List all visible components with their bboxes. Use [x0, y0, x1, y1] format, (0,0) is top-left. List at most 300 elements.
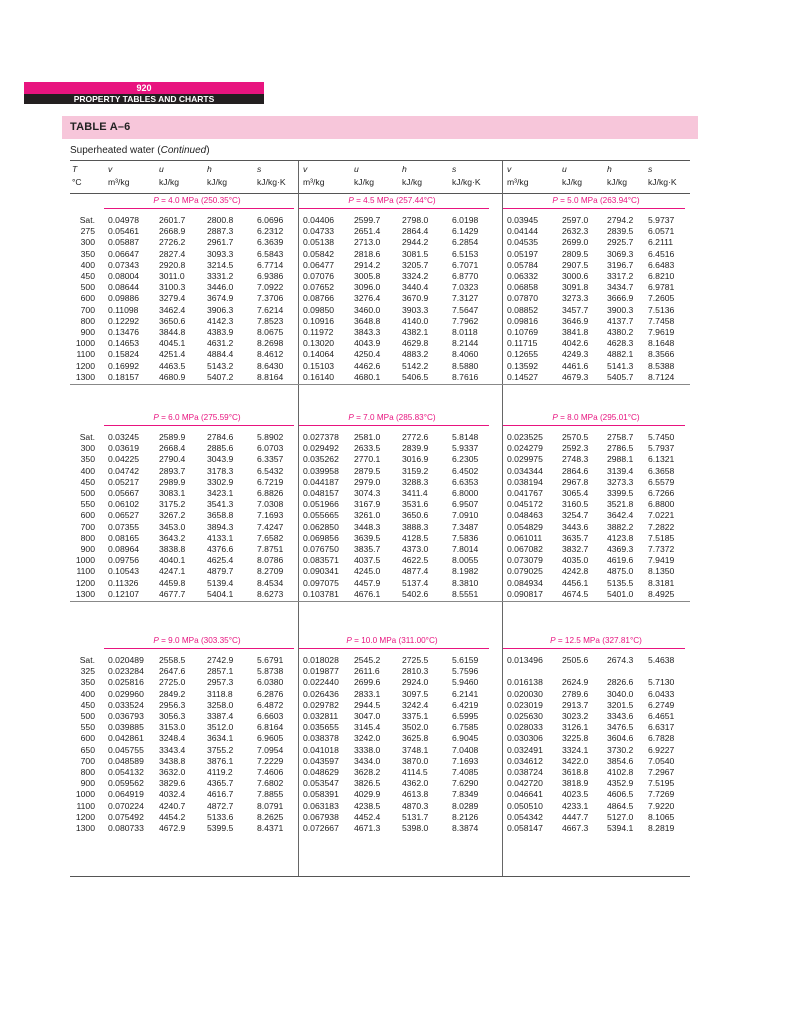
table-cell: 5.8902	[257, 432, 284, 442]
table-cell: 4884.4	[207, 349, 234, 360]
table-cell: 4142.3	[207, 315, 234, 326]
table-cell: 4043.9	[354, 338, 381, 349]
table-cell: 0.054829	[507, 521, 543, 532]
table-cell: 6.2854	[452, 237, 479, 248]
table-cell: 7.1693	[257, 510, 284, 521]
table-cell: 7.1693	[452, 755, 479, 766]
table-cell: 3650.6	[402, 510, 429, 521]
table-cell: 0.026436	[303, 688, 339, 699]
table-cell: 3476.5	[607, 722, 634, 733]
table-cell: 0.020030	[507, 688, 543, 699]
table-cell: 5.6791	[257, 655, 284, 665]
table-cell: 3093.3	[207, 248, 234, 259]
table-cell: 0.013496	[507, 655, 543, 665]
table-cell: 2979.0	[354, 476, 381, 487]
table-cell: 0.13476	[108, 327, 140, 337]
table-cell: 4870.3	[402, 800, 429, 811]
col-header-temperature: T °C	[72, 164, 82, 187]
table-cell: 4042.6	[562, 338, 589, 349]
table-cell: 4238.5	[354, 800, 381, 811]
table-cell: 3838.8	[159, 544, 186, 554]
table-cell: 2849.2	[159, 688, 186, 699]
pressure-block-title	[297, 413, 487, 422]
table-cell: 7.8751	[257, 544, 284, 554]
row-temperature: 400	[80, 688, 95, 699]
col-symbol-u: u	[562, 164, 567, 174]
table-cell: 3242.0	[354, 733, 381, 744]
table-cell: 0.079025	[507, 566, 543, 577]
col-unit-s: kJ/kg·K	[257, 177, 286, 187]
table-cell: 6.9507	[452, 499, 479, 510]
table-cell: 3635.7	[562, 532, 589, 543]
table-cell: 0.042720	[507, 778, 543, 789]
table-cell: 6.2876	[257, 688, 284, 699]
table-cell: 3882.2	[607, 521, 634, 532]
table-cell: 8.1350	[648, 566, 675, 577]
table-cell: 3639.5	[354, 532, 381, 543]
table-cell: 3343.4	[159, 744, 186, 755]
table-cell: 5142.2	[402, 360, 429, 371]
table-cell: 6.5153	[452, 248, 479, 259]
pressure-block-rule	[299, 648, 489, 649]
block-divider-2	[502, 161, 503, 877]
table-cell: 3541.3	[207, 499, 234, 510]
col-unit-s: kJ/kg·K	[648, 177, 677, 187]
table-cell: 2887.3	[207, 226, 234, 237]
pressure-symbol: P	[348, 196, 354, 205]
table-cell: 0.11715	[507, 338, 538, 349]
table-cell: 4040.1	[159, 555, 186, 566]
table-cell: 4676.1	[354, 588, 381, 599]
table-cell: 2748.3	[562, 454, 589, 465]
table-cell: 0.054342	[507, 811, 543, 822]
row-temperature: Sat.	[79, 432, 95, 442]
table-cell: 0.072667	[303, 823, 339, 833]
table-cell: 2647.6	[159, 666, 186, 677]
table-cell: 0.05887	[108, 237, 140, 248]
table-cell: 3023.2	[562, 711, 589, 721]
table-cell: 0.033524	[108, 699, 144, 710]
table-cell: 2907.5	[562, 259, 589, 270]
table-cell: 3273.3	[562, 293, 589, 304]
table-cell: 6.7585	[452, 722, 479, 733]
table-cell: 8.6430	[257, 360, 284, 371]
table-cell: 0.13592	[507, 360, 539, 371]
section-divider-rule	[70, 601, 690, 602]
table-cell: 0.05784	[507, 259, 539, 270]
table-cell: 3903.3	[402, 304, 429, 315]
table-cell: 4457.9	[354, 577, 381, 588]
table-cell: 2633.5	[354, 443, 381, 454]
table-cell: 0.04978	[108, 215, 140, 225]
table-cell: 8.1648	[648, 338, 675, 349]
table-cell: 2879.5	[354, 465, 381, 476]
table-cell: 4119.2	[207, 767, 233, 777]
table-cell: 3273.3	[607, 476, 634, 487]
table-cell: 0.06332	[507, 271, 539, 281]
table-cell: 7.5647	[452, 304, 479, 315]
table-cell: 0.034612	[507, 755, 543, 766]
table-cell: 0.038378	[303, 733, 339, 744]
table-cell: 3338.0	[354, 744, 381, 755]
row-temperature: Sat.	[79, 655, 95, 665]
table-cell: 5.9460	[452, 677, 479, 688]
table-cell: 4362.0	[402, 778, 429, 789]
table-cell: 7.0922	[257, 282, 284, 293]
col-header-s	[452, 163, 481, 189]
table-cell: 3730.2	[607, 744, 634, 755]
table-cell: 3160.5	[562, 499, 589, 510]
table-cell: 0.04144	[507, 226, 539, 237]
table-cell: 0.11972	[303, 327, 334, 337]
table-cell: 6.9605	[257, 733, 284, 744]
table-cell: 0.044187	[303, 476, 339, 487]
table-cell: 3145.4	[354, 722, 381, 733]
table-cell: 4242.8	[562, 566, 589, 577]
table-cell: 6.6353	[452, 476, 479, 487]
pressure-value: = 4.5 MPa (257.44°C)	[353, 196, 436, 205]
table-cell: 0.11098	[108, 304, 139, 315]
table-cell: 3460.0	[354, 304, 381, 315]
table-cell: 4625.4	[207, 555, 234, 566]
col-symbol-s: s	[648, 164, 653, 174]
table-cell: 4456.1	[562, 577, 589, 588]
table-cell: 6.2141	[452, 688, 479, 699]
table-cell: 0.08004	[108, 271, 140, 281]
table-cell: 3512.0	[207, 722, 234, 733]
table-cell: 5133.6	[207, 811, 234, 822]
pressure-block-title	[501, 196, 691, 205]
table-cell: 2570.5	[562, 432, 589, 442]
table-cell: 3443.6	[562, 521, 589, 532]
table-cell: 0.035262	[303, 454, 339, 465]
pressure-block-rule	[299, 208, 489, 209]
table-cell: 0.027378	[303, 432, 339, 442]
table-cell: 0.04733	[303, 226, 335, 237]
table-cell: 2809.5	[562, 248, 589, 259]
table-cell: 2925.7	[607, 237, 634, 248]
table-cell: 3521.8	[607, 499, 634, 510]
table-cell: 7.3487	[452, 521, 479, 532]
table-cell: 7.3706	[257, 293, 284, 304]
table-cell: 3074.3	[354, 488, 381, 498]
table-cell: 2957.3	[207, 677, 234, 688]
col-header-s	[257, 163, 286, 189]
table-cell: 0.05217	[108, 476, 140, 487]
table-cell: 8.3810	[452, 577, 479, 588]
table-cell: 5127.0	[607, 811, 634, 822]
table-cell: 4454.2	[159, 811, 186, 822]
row-temperature: 1300	[75, 823, 95, 833]
table-cell: 3502.0	[402, 722, 429, 733]
table-cell: 4383.9	[207, 327, 234, 337]
row-temperature: 650	[80, 744, 95, 755]
table-cell: 4102.8	[607, 767, 634, 777]
table-cell: 3331.2	[207, 271, 234, 281]
table-cell: 0.090817	[507, 588, 543, 599]
table-cell: 0.10543	[108, 566, 140, 577]
table-cell: 4679.3	[562, 371, 589, 382]
table-cell: 0.067082	[507, 544, 543, 554]
table-cell: 8.6273	[257, 588, 284, 599]
table-cell: 8.3181	[648, 577, 675, 588]
table-cell: 8.2144	[452, 338, 479, 349]
table-cell: 3324.2	[402, 271, 429, 281]
row-temperature: 800	[80, 315, 95, 326]
table-cell: 0.14527	[507, 371, 539, 382]
table-cell: 0.054132	[108, 767, 144, 777]
table-cell: 3081.5	[402, 248, 429, 259]
table-cell: 4680.9	[159, 371, 186, 382]
table-cell: 3100.3	[159, 282, 186, 293]
table-cell: 6.6603	[257, 711, 284, 721]
table-cell: 4045.1	[159, 338, 186, 349]
table-cell: 4114.5	[402, 767, 428, 777]
table-cell: 6.4502	[452, 465, 479, 476]
table-cell: 6.2111	[648, 237, 674, 248]
table-cell: 4369.3	[607, 544, 634, 554]
col-unit-v: m³/kg	[303, 177, 325, 187]
table-cell: 7.9220	[648, 800, 675, 811]
col-header-v	[108, 163, 129, 189]
table-cell: 3906.3	[207, 304, 234, 315]
table-cell: 0.032811	[303, 711, 339, 721]
table-cell: 0.18157	[108, 371, 140, 382]
table-cell: 3153.0	[159, 722, 186, 733]
pressure-block-rule	[104, 208, 294, 209]
table-cell: 6.7266	[648, 488, 675, 498]
table-cell: 3666.9	[607, 293, 634, 304]
table-cell: 8.4371	[257, 823, 284, 833]
table-cell: 2794.2	[607, 215, 634, 225]
row-temperature: 275	[80, 226, 95, 237]
table-cell: 6.9781	[648, 282, 675, 293]
table-cell: 0.041767	[507, 488, 543, 498]
table-cell: 3844.8	[159, 327, 186, 337]
pressure-value: = 4.0 MPa (250.35°C)	[158, 196, 241, 205]
table-cell: 0.03245	[108, 432, 140, 442]
table-cell: 0.07076	[303, 271, 335, 281]
table-cell: 3276.4	[354, 293, 381, 304]
table-cell: 0.061011	[507, 532, 543, 543]
row-temperature: 1100	[76, 349, 95, 360]
table-cell: 4680.1	[354, 371, 381, 382]
row-temperature: Sat.	[79, 215, 95, 225]
table-cell: 5.8738	[257, 666, 284, 677]
table-cell: 4462.6	[354, 360, 381, 371]
table-cell: 3267.2	[159, 510, 186, 521]
table-cell: 3531.6	[402, 499, 429, 510]
table-cell: 7.7962	[452, 315, 479, 326]
pressure-symbol: P	[153, 636, 159, 645]
table-cell: 0.023525	[507, 432, 543, 442]
table-cell: 0.038194	[507, 476, 543, 487]
table-cell: 0.07355	[108, 521, 140, 532]
col-symbol-v: v	[303, 164, 308, 174]
table-cell: 6.2305	[452, 454, 479, 465]
table-cell: 6.8210	[648, 271, 675, 281]
table-cell: 4883.2	[402, 349, 429, 360]
table-cell: 0.06477	[303, 259, 335, 270]
table-cell: 3755.2	[207, 744, 234, 755]
col-symbol-h: h	[607, 164, 612, 174]
col-header-u	[562, 163, 582, 189]
table-cell: 5.8148	[452, 432, 479, 442]
row-temperature: 700	[80, 755, 95, 766]
table-cell: 0.050510	[507, 800, 543, 811]
pressure-symbol: P	[153, 413, 159, 422]
table-cell: 4023.5	[562, 789, 589, 800]
row-temperature: 500	[80, 711, 95, 721]
section-divider-rule	[70, 384, 690, 385]
table-cell: 3658.8	[207, 510, 234, 521]
col-symbol-u: u	[354, 164, 359, 174]
pressure-block-rule	[299, 425, 489, 426]
table-cell: 2599.7	[354, 215, 381, 225]
table-cell: 0.04742	[108, 465, 140, 476]
table-cell: 6.8770	[452, 271, 479, 281]
table-cell: 3065.4	[562, 488, 589, 498]
table-id: TABLE A–6	[70, 121, 131, 133]
table-cell: 4380.2	[607, 327, 634, 337]
table-cell: 3835.7	[354, 544, 381, 554]
row-temperature: 800	[80, 767, 95, 777]
table-cell: 2592.3	[562, 443, 589, 454]
table-cell: 3097.5	[402, 688, 429, 699]
table-cell: 3387.4	[207, 711, 234, 721]
table-cell: 6.7219	[257, 476, 284, 487]
table-cell: 5135.5	[607, 577, 634, 588]
table-cell: 3016.9	[402, 454, 429, 465]
table-cell: 3091.8	[562, 282, 589, 293]
row-temperature: 325	[80, 666, 95, 677]
table-cell: 2798.0	[402, 215, 429, 225]
table-cell: 0.029975	[507, 454, 543, 465]
table-cell: 2668.9	[159, 226, 186, 237]
table-cell: 3317.2	[607, 271, 634, 281]
table-cell: 3196.7	[607, 259, 634, 270]
column-header-rule	[70, 193, 690, 194]
table-cell: 0.022440	[303, 677, 339, 688]
table-cell: 4035.0	[562, 555, 589, 566]
table-cell: 5.4638	[648, 655, 675, 665]
table-cell: 0.103781	[303, 588, 339, 599]
table-cell: 3040.0	[607, 688, 634, 699]
row-temperature: 700	[80, 521, 95, 532]
table-cell: 0.073079	[507, 555, 543, 566]
table-cell: 5402.6	[402, 588, 429, 599]
table-cell: 3201.5	[607, 699, 634, 710]
col-unit-u: kJ/kg	[159, 177, 180, 187]
table-cell: 6.6483	[648, 259, 675, 270]
table-cell: 0.14653	[108, 338, 140, 349]
pressure-block-rule	[503, 648, 685, 649]
table-cell: 3829.6	[159, 778, 186, 789]
table-cell: 0.070224	[108, 800, 144, 811]
table-cell: 3302.9	[207, 476, 234, 487]
table-cell: 2611.6	[354, 666, 380, 677]
table-cell: 0.029492	[303, 443, 339, 454]
row-temperature: 900	[80, 778, 95, 789]
table-cell: 7.0954	[257, 744, 284, 755]
table-cell: 2956.3	[159, 699, 186, 710]
table-cell: 3126.1	[562, 722, 589, 733]
table-cell: 0.059562	[108, 778, 144, 789]
col-unit-h: kJ/kg	[402, 177, 423, 187]
row-temperature: 1100	[76, 800, 95, 811]
table-cell: 6.9386	[257, 271, 284, 281]
row-temperature: 600	[80, 510, 95, 521]
table-cell: 4123.8	[607, 532, 634, 543]
table-cell: 3242.4	[402, 699, 429, 710]
table-cell: 0.09816	[507, 315, 539, 326]
table-cell: 6.4516	[648, 248, 675, 259]
pressure-block-rule	[104, 648, 294, 649]
table-cell: 0.04535	[507, 237, 539, 248]
pressure-value: = 10.0 MPa (311.00°C)	[351, 636, 438, 645]
table-cell: 3422.0	[562, 755, 589, 766]
table-cell: 2624.9	[562, 677, 589, 688]
table-cell: 2632.3	[562, 226, 589, 237]
col-symbol-v: v	[108, 164, 113, 174]
table-cell: 3225.8	[562, 733, 589, 744]
table-cell: 4631.2	[207, 338, 234, 349]
pressure-block-title	[102, 636, 292, 645]
table-cell: 3648.8	[354, 315, 381, 326]
table-cell: 8.0289	[452, 800, 479, 811]
table-cell: 6.0198	[452, 215, 479, 225]
table-cell: 6.8800	[648, 499, 675, 510]
table-cell: 7.5185	[648, 532, 675, 543]
table-cell: 2864.4	[402, 226, 429, 237]
table-title-band	[62, 116, 698, 139]
table-cell: 5.9737	[648, 215, 675, 225]
table-cell: 3457.7	[562, 304, 589, 315]
table-cell: 7.2605	[648, 293, 675, 304]
table-cell: 3399.5	[607, 488, 634, 498]
table-cell: 3674.9	[207, 293, 234, 304]
table-cell: 3843.3	[354, 327, 381, 337]
row-temperature: 700	[80, 304, 95, 315]
table-cell: 3900.3	[607, 304, 634, 315]
table-cell: 0.080733	[108, 823, 144, 833]
table-cell: 7.0408	[452, 744, 479, 755]
table-cell: 2826.6	[607, 677, 634, 688]
table-cell: 6.0571	[648, 226, 675, 237]
col-symbol-s: s	[257, 164, 262, 174]
table-cell: 7.8855	[257, 789, 284, 800]
table-cell: 3343.6	[607, 711, 634, 721]
col-unit-s: kJ/kg·K	[452, 177, 481, 187]
pressure-block-title	[297, 636, 487, 645]
table-cell: 0.048463	[507, 510, 543, 521]
table-cell: 5143.2	[207, 360, 234, 371]
table-cell: 0.084934	[507, 577, 543, 588]
table-cell: 0.12292	[108, 315, 140, 326]
table-cell: 3159.2	[402, 465, 429, 476]
table-cell: 0.05842	[303, 248, 335, 259]
table-cell: 4352.9	[607, 778, 634, 789]
table-cell: 6.5432	[257, 465, 284, 476]
table-cell: 3818.9	[562, 778, 589, 789]
table-cell: 0.08644	[108, 282, 140, 293]
table-cell: 2893.7	[159, 465, 186, 476]
table-cell: 8.2698	[257, 338, 284, 349]
table-cell: 5.7937	[648, 443, 675, 454]
col-symbol-h: h	[207, 164, 212, 174]
table-cell: 2839.9	[402, 443, 429, 454]
table-cell: 8.4612	[257, 349, 284, 360]
